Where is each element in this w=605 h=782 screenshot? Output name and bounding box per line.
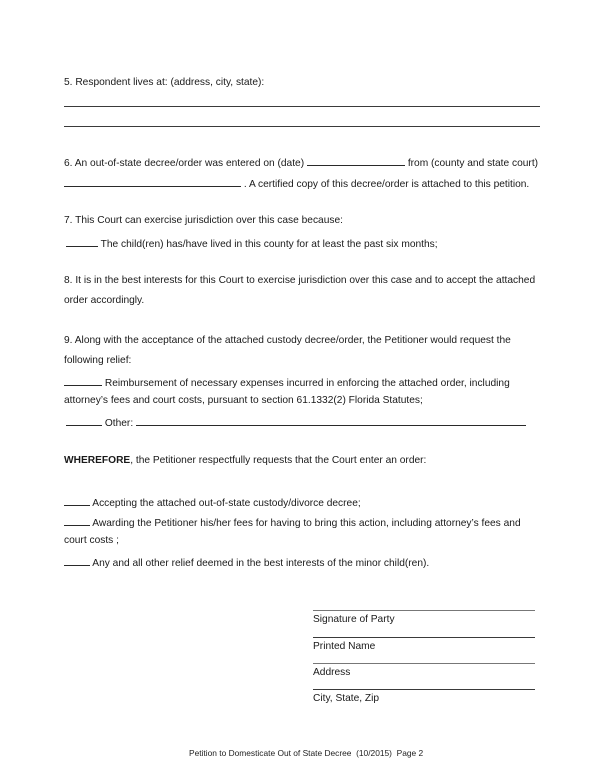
award-fees-check-field[interactable] [64,515,90,526]
county-state-court-field[interactable] [64,176,241,187]
accept-decree-check-field[interactable] [64,495,90,506]
page-footer: Petition to Domesticate Out of State Decree (10/2015) Page 2 [189,748,424,758]
address-line[interactable] [313,663,535,664]
item-9-other [66,415,526,430]
item-9-relief-1-cont: attorney’s fees and court costs, pursuant to section 61.1332(2) Florida Statutes; [64,395,423,406]
item-9-relief-1 [64,375,510,390]
item-7-option [66,236,438,251]
wherefore-bold: WHEREFORE [64,455,131,466]
item-6-text-a: 6. An out-of-state decree/order was entered on (date) [64,158,305,169]
wherefore-paragraph [64,455,426,467]
respondent-address-line-1[interactable] [64,106,540,107]
city-state-zip-label: City, State, Zip [313,693,380,704]
item-8-line-2: order accordingly. [64,295,145,306]
other-relief-check-field[interactable] [64,555,90,566]
address-label: Address [313,667,351,678]
other-text-field[interactable] [136,415,526,426]
item-7-label: 7. This Court can exercise jurisdiction over this case because: [64,215,343,226]
item-6-text-c: . A certified copy of this decree/order is attached to this petition. [243,179,530,190]
other-check-field[interactable] [66,415,102,426]
other-label: Other: [104,418,134,429]
wherefore-option-3-text: Any and all other relief deemed in the best interests of the minor child(ren). [92,558,430,569]
item-9-line-2: following relief: [64,355,132,366]
wherefore-option-2-cont: court costs ; [64,535,119,546]
respondent-address-line-2[interactable] [64,126,540,127]
reimbursement-check-field[interactable] [64,375,102,386]
city-state-zip-line[interactable] [313,689,535,690]
printed-name-line[interactable] [313,637,535,638]
wherefore-option-3 [64,555,429,570]
wherefore-option-1-text: Accepting the attached out-of-state custody/divorce decree; [92,498,361,509]
signature-line[interactable] [313,610,535,611]
item-5-label: 5. Respondent lives at: (address, city, state): [64,77,265,88]
six-months-check-field[interactable] [66,236,98,247]
wherefore-option-2-text: Awarding the Petitioner his/her fees for having to bring this action, including attorney’s fees and [92,518,521,529]
decree-date-field[interactable] [307,155,405,166]
signature-label: Signature of Party [313,614,395,625]
printed-name-label: Printed Name [313,641,376,652]
item-6-line-2 [64,176,529,191]
relief-1-text: Reimbursement of necessary expenses incurred in enforcing the attached order, including [104,378,510,389]
wherefore-text: , the Petitioner respectfully requests that the Court enter an order: [130,455,427,466]
item-9-line-1: 9. Along with the acceptance of the attached custody decree/order, the Petitioner would request the [64,335,511,346]
item-7-option-text: The child(ren) has/have lived in this county for at least the past six months; [100,239,438,250]
wherefore-option-1 [64,495,361,510]
wherefore-option-2 [64,515,521,530]
item-6-text-b: from (county and state court) [407,158,539,169]
item-6-line-1 [64,155,538,170]
item-8-line-1: 8. It is in the best interests for this Court to exercise jurisdiction over this case and to accept the attached [64,275,536,286]
